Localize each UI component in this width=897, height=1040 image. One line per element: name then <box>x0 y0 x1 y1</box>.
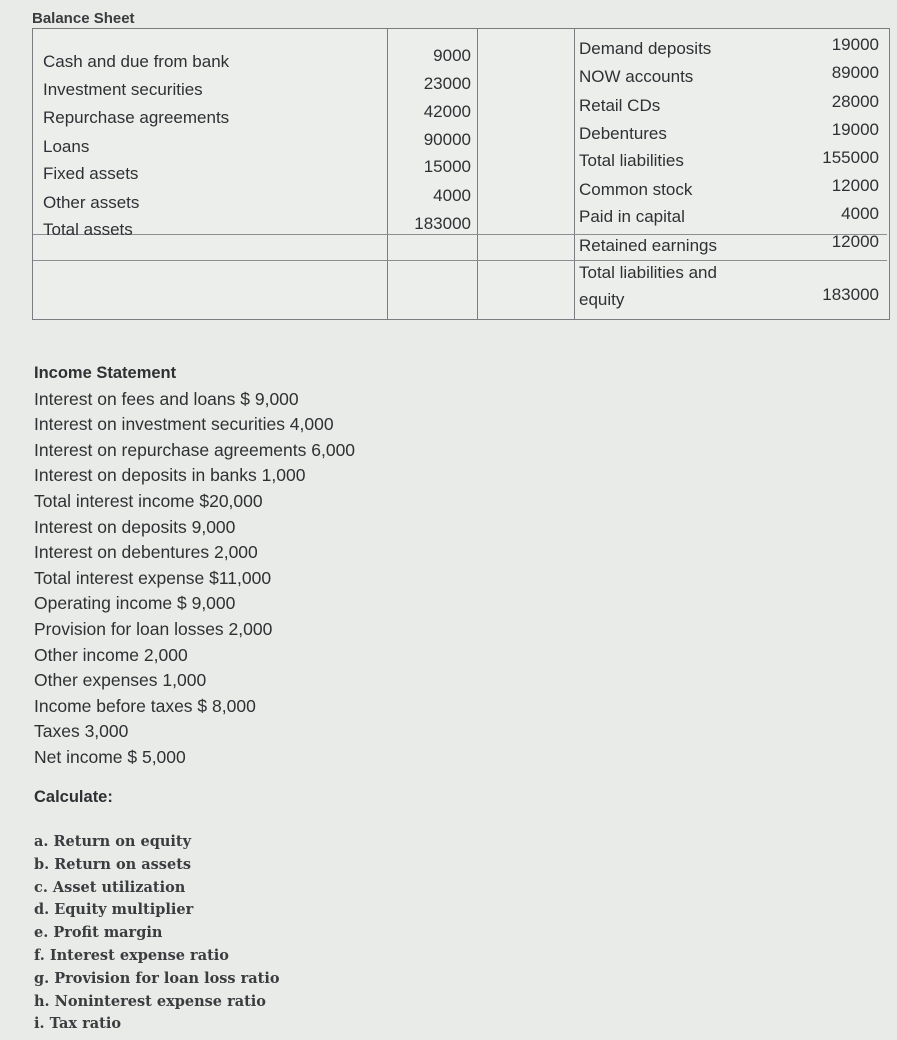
asset-value: 9000 <box>433 46 471 65</box>
liability-value: 19000 <box>831 120 879 139</box>
income-line: Total interest income $20,000 <box>34 490 263 511</box>
calculate-item: a. Return on equity <box>34 833 192 850</box>
liability-value: 89000 <box>831 63 879 82</box>
calculate-item: b. Return on assets <box>34 855 192 873</box>
asset-label: Investment securities <box>43 80 203 99</box>
liability-label: Total liabilities and <box>579 263 717 282</box>
income-line: Interest on deposits 9,000 <box>34 516 236 537</box>
liability-label-continued: equity <box>579 290 625 309</box>
income-line: Other income 2,000 <box>34 644 188 665</box>
income-line: Operating income $ 9,000 <box>34 593 236 614</box>
income-statement <box>34 361 355 771</box>
income-line: Interest on debentures 2,000 <box>34 542 258 563</box>
liability-label: Retail CDs <box>579 96 661 115</box>
column-divider <box>574 29 575 319</box>
asset-value: 15000 <box>423 157 471 176</box>
calculate-item: e. Profit margin <box>34 924 163 942</box>
balance-sheet-table <box>32 28 890 320</box>
income-line: Interest on deposits in banks 1,000 <box>34 465 306 486</box>
calculate-item: c. Asset utilization <box>34 878 186 896</box>
liability-value: 12000 <box>831 232 879 251</box>
calculate-title: Calculate: <box>34 788 113 806</box>
income-line: Net income $ 5,000 <box>34 746 186 767</box>
asset-value: 23000 <box>423 74 471 93</box>
asset-label: Cash and due from bank <box>43 52 230 71</box>
row-divider <box>33 260 887 261</box>
liability-label: Debentures <box>579 124 667 143</box>
income-line: Taxes 3,000 <box>34 721 129 742</box>
asset-label: Total assets <box>43 220 133 239</box>
liability-value: 19000 <box>831 35 879 54</box>
asset-label: Fixed assets <box>43 164 139 183</box>
asset-value: 4000 <box>433 186 471 205</box>
calculate-item: h. Noninterest expense ratio <box>34 992 266 1010</box>
income-line: Provision for loan losses 2,000 <box>34 618 273 639</box>
calculate-item: f. Interest expense ratio <box>34 946 229 964</box>
income-statement-title: Income Statement <box>34 364 177 382</box>
income-line: Total interest expense $11,000 <box>34 567 272 588</box>
calculate-item: g. Provision for loan loss ratio <box>34 969 280 987</box>
liability-value: 183000 <box>822 285 879 304</box>
income-line: Other expenses 1,000 <box>34 670 207 691</box>
income-line: Interest on investment securities 4,000 <box>34 414 334 435</box>
liability-value: 12000 <box>831 176 879 195</box>
liability-label: Common stock <box>579 180 693 199</box>
liability-value: 155000 <box>822 148 879 167</box>
liability-label: Total liabilities <box>579 151 684 170</box>
asset-value: 183000 <box>414 214 471 233</box>
row-divider <box>33 234 887 235</box>
liability-value: 4000 <box>841 204 879 223</box>
column-divider <box>477 29 478 319</box>
balance-sheet-title: Balance Sheet <box>32 10 135 27</box>
income-line: Interest on repurchase agreements 6,000 <box>34 439 356 460</box>
calculate-item: i. Tax ratio <box>34 1015 122 1033</box>
income-line: Income before taxes $ 8,000 <box>34 695 256 716</box>
asset-label: Loans <box>43 137 90 156</box>
asset-label: Other assets <box>43 193 140 212</box>
liability-label: Paid in capital <box>579 207 685 226</box>
income-line: Interest on fees and loans $ 9,000 <box>34 388 299 409</box>
calculate-item: d. Equity multiplier <box>34 901 194 919</box>
calculate-list <box>34 831 280 1036</box>
liability-label: Demand deposits <box>579 39 712 58</box>
column-divider <box>387 29 388 319</box>
liability-label: Retained earnings <box>579 236 717 255</box>
asset-value: 90000 <box>423 130 471 149</box>
liability-value: 28000 <box>831 92 879 111</box>
liability-label: NOW accounts <box>579 67 694 86</box>
asset-value: 42000 <box>423 102 471 121</box>
asset-label: Repurchase agreements <box>43 108 230 127</box>
